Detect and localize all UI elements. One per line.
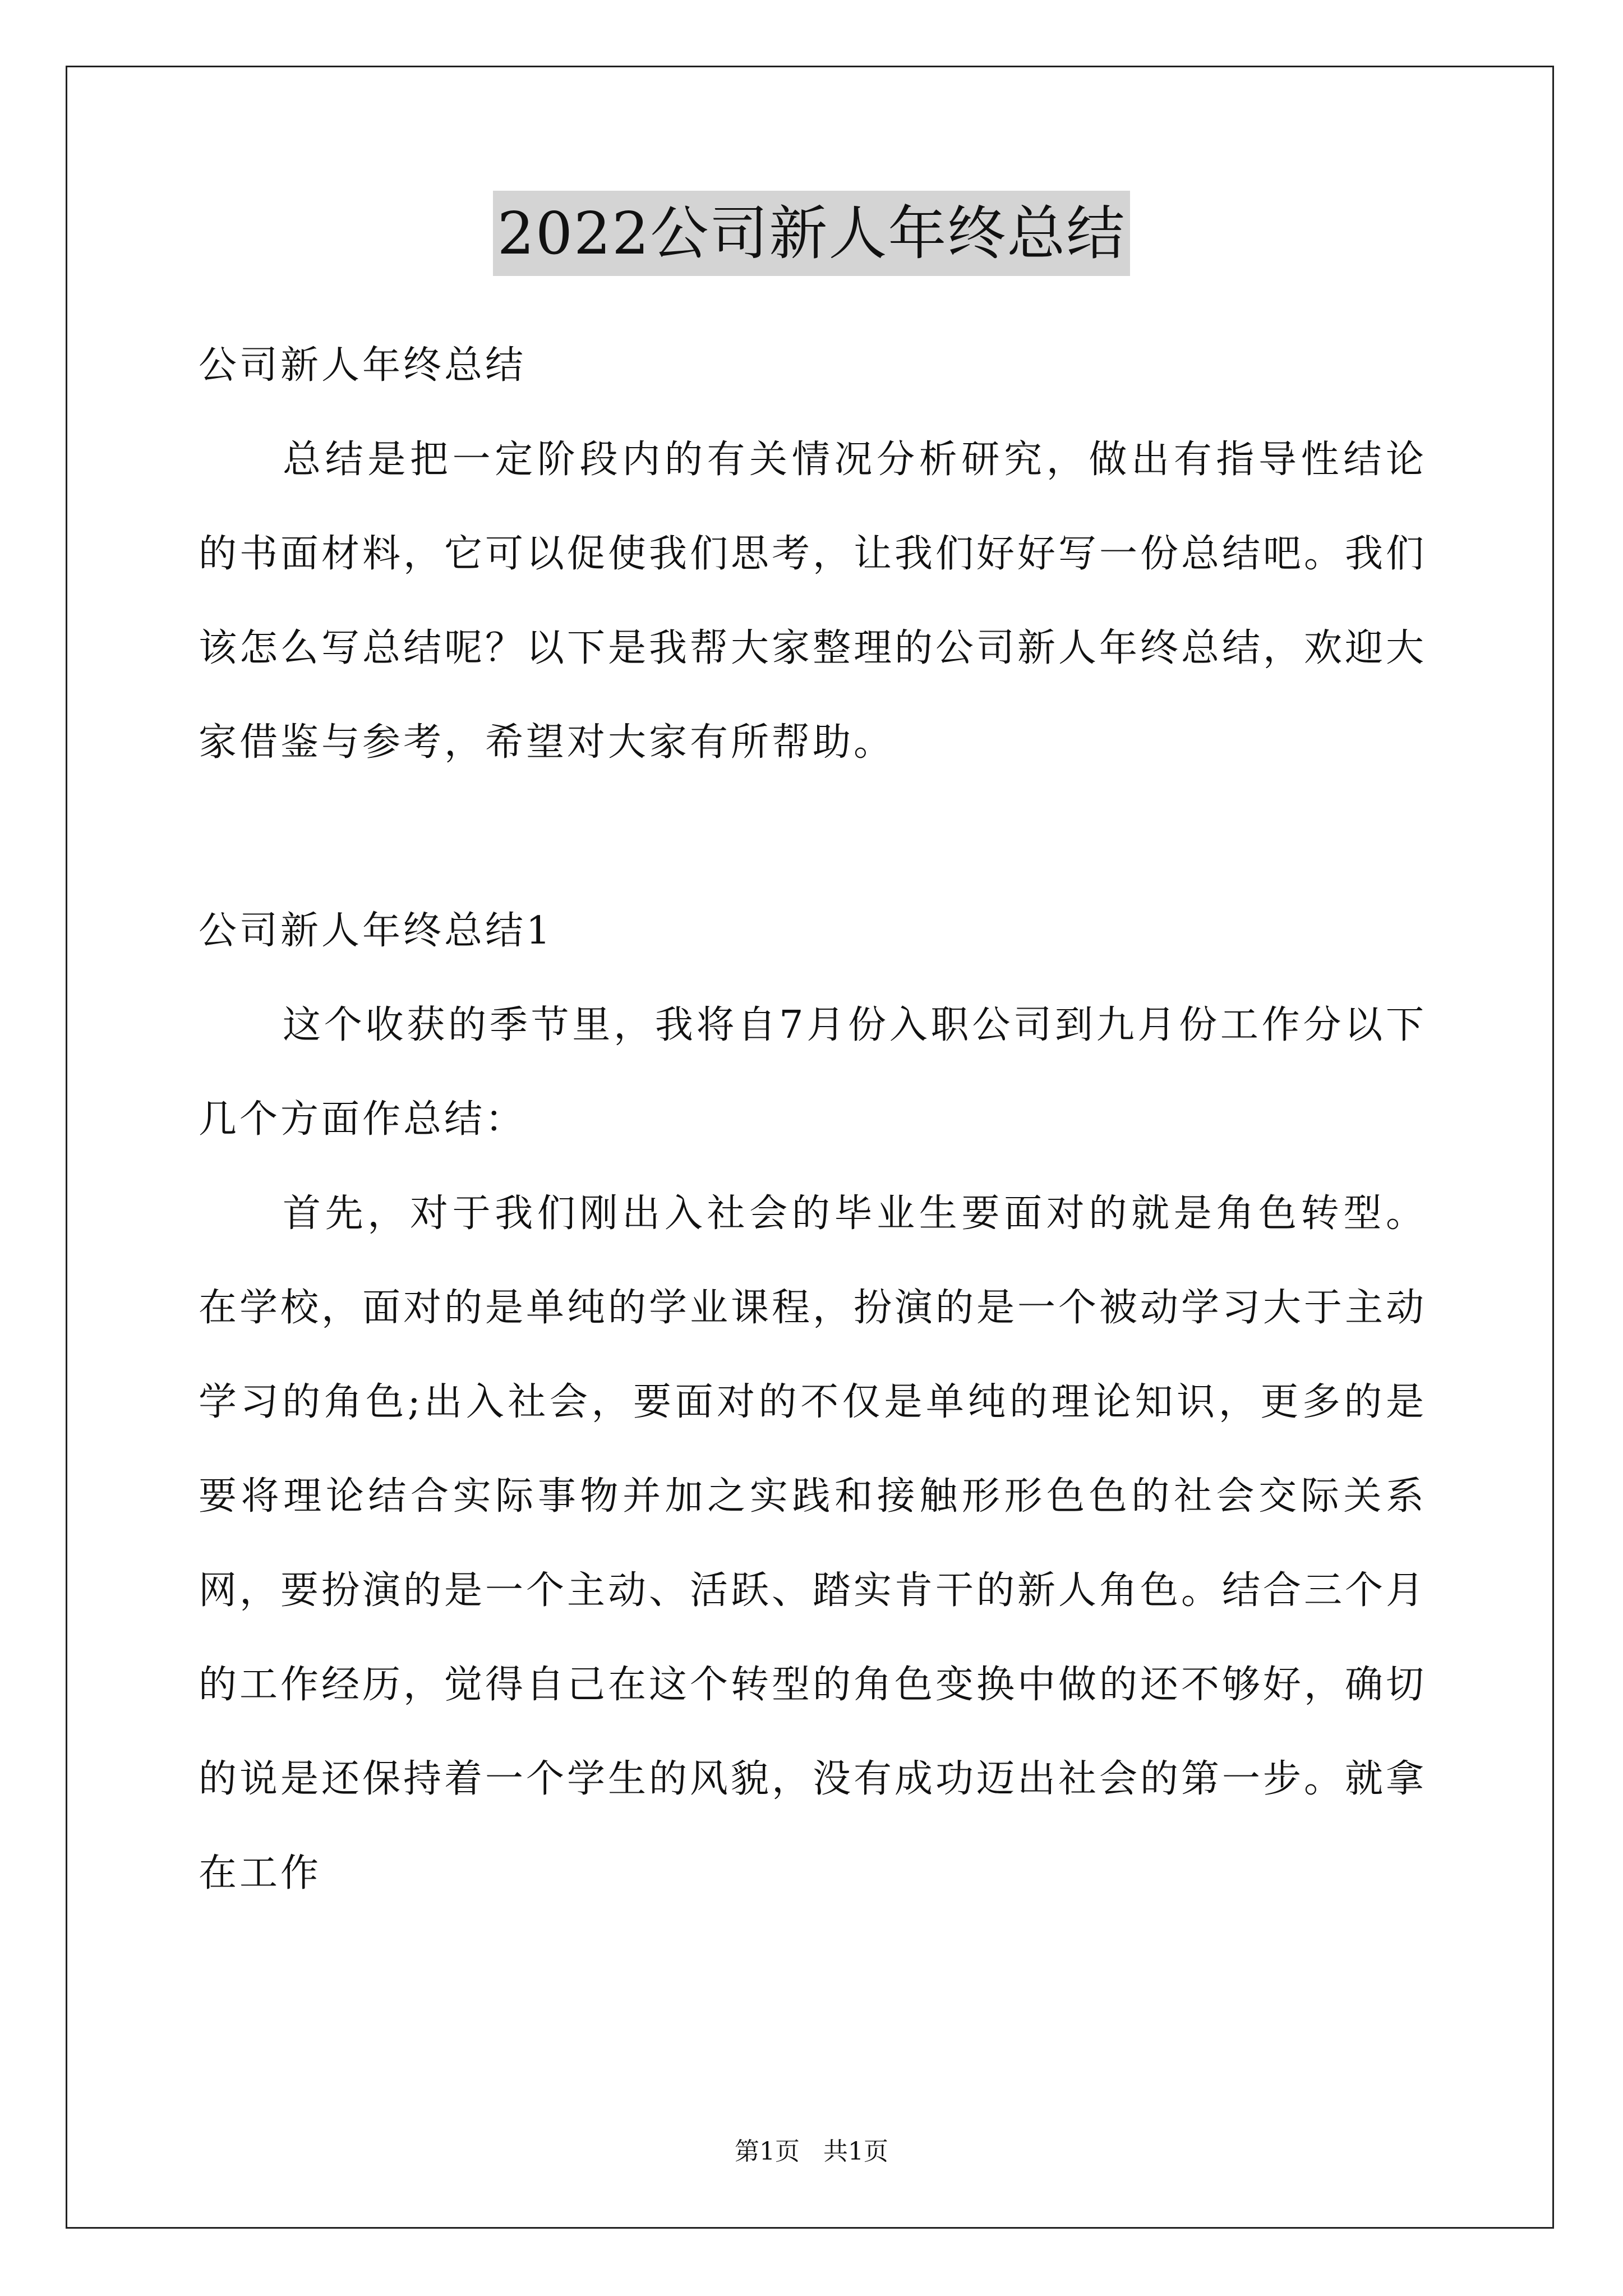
intro-paragraph: 总结是把一定阶段内的有关情况分析研究，做出有指导性结论的书面材料，它可以促使我们思考，让我们好好写一份总结吧。我们该怎么写总结呢？以下是我帮大家整理的公司新人年终总结，欢迎大家借鉴与参考，希望对大家有所帮助。 bbox=[199, 438, 1427, 765]
document-title: 2022公司新人年终总结 bbox=[493, 191, 1131, 276]
document-body bbox=[199, 319, 1427, 1921]
title-container bbox=[0, 191, 1623, 276]
intro-heading: 公司新人年终总结 bbox=[199, 343, 527, 388]
section-heading: 公司新人年终总结1 bbox=[199, 909, 554, 953]
page-number-footer: 第1页 共1页 bbox=[735, 2137, 888, 2166]
body-paragraph: 首先，对于我们刚出入社会的毕业生要面对的就是角色转型。在学校，面对的是单纯的学业课程，扮演的是一个被动学习大于主动学习的角色;出入社会，要面对的不仅是单纯的理论知识，更多的是要将理论结合实际事物并加之实践和接触形形色色的社会交际关系网，要扮演的是一个主动、活跃、踏实肯干的新人角色。结合三个月的工作经历，觉得自己在这个转型的角色变换中做的还不够好，确切的说是还保持着一个学生的风貌，没有成功迈出社会的第一步。就拿在工作 bbox=[199, 1191, 1427, 1895]
body-paragraph: 这个收获的季节里，我将自7月份入职公司到九月份工作分以下几个方面作总结： bbox=[199, 1003, 1427, 1142]
